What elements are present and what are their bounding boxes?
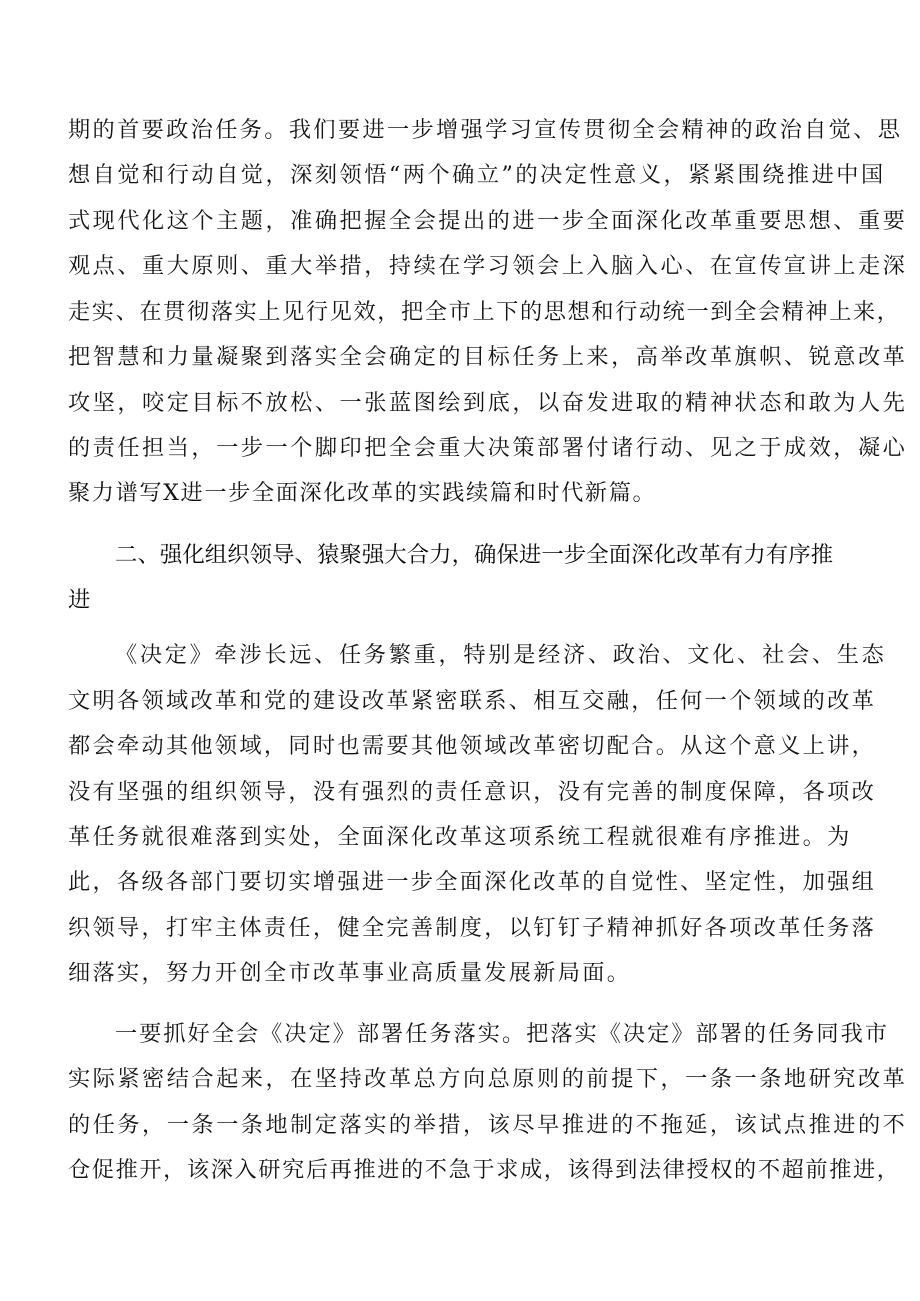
paragraph-line: 想自觉和行动自觉，深刻领悟“两个确立”的决定性意义，紧紧围绕推进中国 [68,162,886,188]
paragraph-line: 都会牵动其他领域，同时也需要其他领域改革密切配合。从这个意义上讲， [68,733,877,759]
paragraph-line: 细落实，努力开创全市改革事业高质量发展新局面。 [68,960,632,986]
section-heading-line: 二、强化组织领导、猿聚强大合力，确保进一步全面深化改革有力有序推 [115,542,834,568]
paragraph-line: 观点、重大原则、重大举措，持续在学习领会上入脑入心、在宣传宣讲上走深 [68,253,908,279]
paragraph-line: 聚力谱写X进一步全面深化改革的实践续篇和时代新篇。 [68,480,657,506]
paragraph-line: 此，各级各部门要切实增强进一步全面深化改革的自觉性、坚定性，加强组 [68,869,877,895]
section-heading-line: 进 [68,587,91,613]
paragraph-line: 实际紧密结合起来，在坚持改革总方向总原则的前提下，一条一条地研究改革 [68,1066,908,1092]
paragraph-line: 的任务，一条一条地制定落实的举措，该尽早推进的不拖延，该试点推进的不 [68,1112,908,1138]
paragraph-line: 把智慧和力量凝聚到落实全会确定的目标任务上来，高举改革旗帜、锐意改革 [68,344,908,370]
paragraph-line: 仓促推开，该深入研究后再推进的不急于求成，该得到法律授权的不超前推进， [68,1157,901,1183]
paragraph-line: 的责任担当，一步一个脚印把全会重大决策部署付诸行动、见之于成效，凝心 [68,435,908,461]
paragraph-line: 攻坚，咬定目标不放松、一张蓝图绘到底，以奋发进取的精神状态和敢为人先 [68,390,908,416]
paragraph-line: 《决定》牵涉长远、任务繁重，特别是经济、政治、文化、社会、生态 [115,642,887,668]
paragraph-line: 期的首要政治任务。我们要进一步增强学习宣传贯彻全会精神的政治自觉、思 [68,117,903,143]
paragraph-line: 革任务就很难落到实处，全面深化改革这项系统工程就很难有序推进。为 [68,824,852,850]
paragraph-line: 织领导，打牢主体责任，健全完善制度，以钉钉子精神抓好各项改革任务落 [68,915,877,941]
paragraph-line: 式现代化这个主题，准确把握全会提出的进一步全面深化改革重要思想、重要 [68,208,908,234]
paragraph-line: 走实、在贯彻落实上见行见效，把全市上下的思想和行动统一到全会精神上来， [68,299,901,325]
paragraph-line: 一要抓好全会《决定》部署任务落实。把落实《决定》部署的任务同我市 [115,1021,889,1047]
paragraph-line: 没有坚强的组织领导，没有强烈的责任意识，没有完善的制度保障，各项改 [68,779,877,805]
paragraph-line: 文明各领域改革和党的建设改革紧密联系、相互交融，任何一个领域的改革 [68,688,877,714]
